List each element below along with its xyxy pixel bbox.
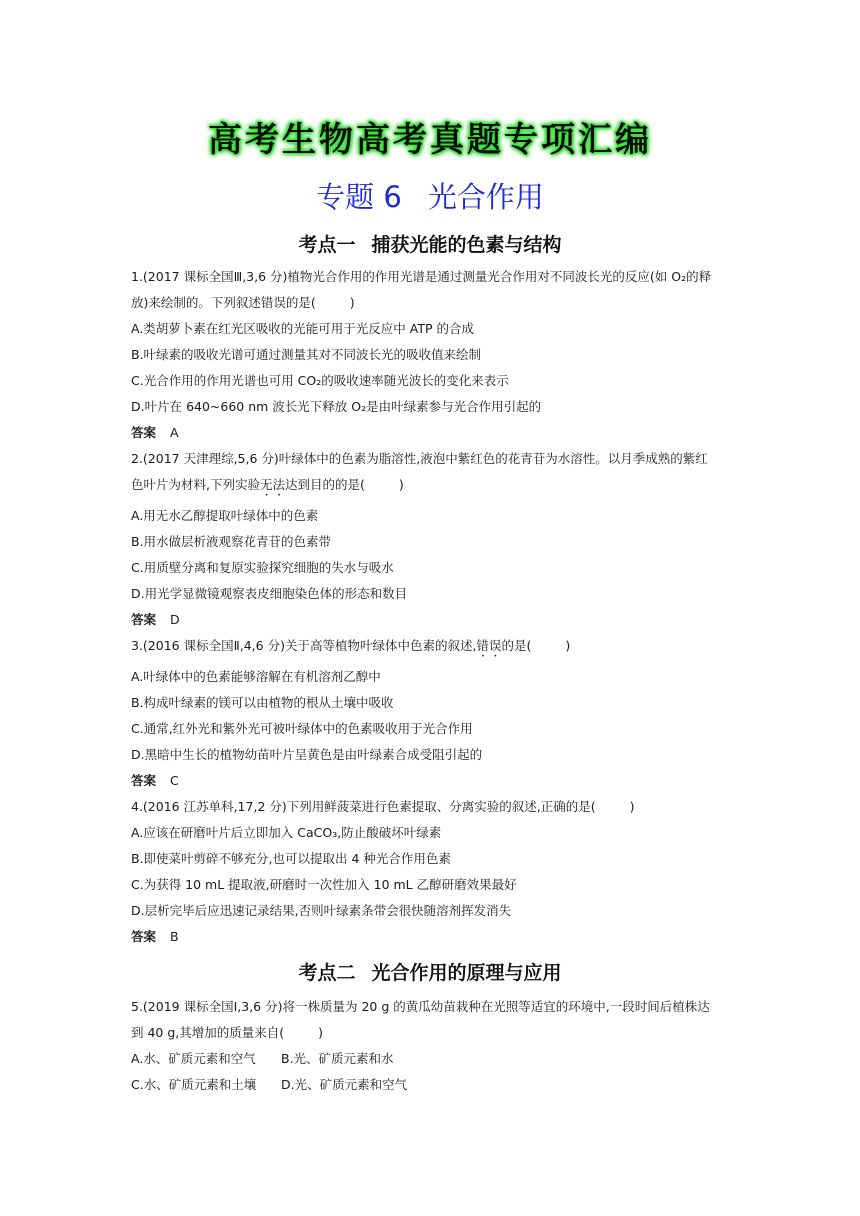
q2-stem-close: ) — [398, 477, 404, 492]
q1-stem-line1: 1.(2017 课标全国Ⅲ,3,6 分)植物光合作用的作用光谱是通过测量光合作用对不同波长光的反应(如 O₂的释 — [131, 269, 712, 284]
q2-stem-text: 色叶片为材料,下列实验 — [131, 477, 260, 492]
q2-stem-line1: 2.(2017 天津理综,5,6 分)叶绿体中的色素为脂溶性,液泡中紫红色的花青苷为水溶性。以月季成熟的紫红 — [131, 451, 708, 466]
q4-option-b: B.即使菜叶剪碎不够充分,也可以提取出 4 种光合作用色素 — [131, 851, 451, 866]
q5-stem-text: 到 40 g,其增加的质量来自( — [131, 1025, 285, 1040]
q5-option-row-2 — [131, 1075, 408, 1093]
q3-option-b: B.构成叶绿素的镁可以由植物的根从土壤中吸收 — [131, 695, 394, 710]
q2-answer — [131, 610, 180, 628]
answer-label: 答案 — [131, 425, 157, 440]
answer-label: 答案 — [131, 929, 157, 944]
q3-stem-emphasis: 错误 — [476, 638, 502, 653]
q4-option-a: A.应该在研磨叶片后立即加入 CaCO₃,防止酸破坏叶绿素 — [131, 825, 442, 840]
section-name: 捕获光能的色素与结构 — [371, 234, 562, 256]
q3-stem-close: ) — [565, 638, 571, 653]
answer-value: C — [170, 773, 179, 788]
main-title: 高考生物高考真题专项汇编 — [208, 120, 652, 160]
q5-stem-close: ) — [318, 1025, 324, 1040]
q1-answer — [131, 423, 179, 441]
answer-value: A — [170, 425, 179, 440]
q4-stem — [131, 797, 635, 815]
q3-stem — [131, 636, 570, 660]
q2-stem-line2 — [131, 475, 404, 499]
q2-option-d: D.用光学显微镜观察表皮细胞染色体的形态和数目 — [131, 586, 408, 601]
q3-option-a: A.叶绿体中的色素能够溶解在有机溶剂乙醇中 — [131, 669, 381, 684]
q3-option-d: D.黑暗中生长的植物幼苗叶片呈黄色是由叶绿素合成受阻引起的 — [131, 747, 483, 762]
q1-option-b: B.叶绿素的吸收光谱可通过测量其对不同波长光的吸收值来绘制 — [131, 347, 482, 362]
answer-label: 答案 — [131, 773, 157, 788]
q3-stem-text-2: 的是( — [501, 638, 532, 653]
q2-option-c: C.用质壁分离和复原实验探究细胞的失水与吸水 — [131, 560, 394, 575]
answer-value: D — [170, 612, 180, 627]
section-name: 光合作用的原理与应用 — [371, 962, 562, 984]
section-title-2 — [0, 958, 860, 985]
section-title-1 — [0, 230, 860, 257]
q5-stem-line1: 5.(2019 课标全国Ⅰ,3,6 分)将一株质量为 20 g 的黄瓜幼苗栽种在光照等适宜的环境中,一段时间后植株达 — [131, 999, 710, 1014]
q1-stem-close: ) — [349, 295, 355, 310]
q4-option-c: C.为获得 10 mL 提取液,研磨时一次性加入 10 mL 乙醇研磨效果最好 — [131, 877, 517, 892]
q5-option-d: D.光、矿质元素和空气 — [281, 1077, 408, 1092]
q5-option-b: B.光、矿质元素和水 — [281, 1051, 394, 1066]
q5-option-c: C.水、矿质元素和土壤 — [131, 1077, 257, 1092]
q1-stem-text: 放)来绘制的。下列叙述错误的是( — [131, 295, 316, 310]
q4-answer — [131, 927, 179, 945]
q2-option-a: A.用无水乙醇提取叶绿体中的色素 — [131, 508, 319, 523]
q1-option-a: A.类胡萝卜素在红光区吸收的光能可用于光反应中 ATP 的合成 — [131, 321, 475, 336]
section-label: 考点二 — [298, 962, 356, 984]
section-label: 考点一 — [298, 234, 356, 256]
q3-answer — [131, 771, 179, 789]
q3-option-c: C.通常,红外光和紫外光可被叶绿体中的色素吸收用于光合作用 — [131, 721, 473, 736]
topic-name: 光合作用 — [427, 180, 544, 214]
q1-stem-line2 — [131, 293, 355, 311]
q4-stem-close: ) — [629, 799, 635, 814]
topic-title — [0, 175, 860, 216]
answer-value: B — [170, 929, 179, 944]
q5-stem-line2 — [131, 1023, 323, 1041]
q4-option-d: D.层析完毕后应迅速记录结果,否则叶绿素条带会很快随溶剂挥发消失 — [131, 903, 512, 918]
q1-option-d: D.叶片在 640~660 nm 波长光下释放 O₂是由叶绿素参与光合作用引起的 — [131, 399, 542, 414]
topic-label: 专题 6 — [316, 180, 402, 214]
q5-option-row-1 — [131, 1049, 394, 1067]
q5-option-a: A.水、矿质元素和空气 — [131, 1051, 256, 1066]
answer-label: 答案 — [131, 612, 157, 627]
q1-option-c: C.光合作用的作用光谱也可用 CO₂的吸收速率随光波长的变化来表示 — [131, 373, 509, 388]
q2-stem-text-2: 达到目的的是( — [285, 477, 365, 492]
q4-stem-text: 4.(2016 江苏单科,17,2 分)下列用鲜菠菜进行色素提取、分离实验的叙述,正确的是( — [131, 799, 596, 814]
q3-stem-text: 3.(2016 课标全国Ⅱ,4,6 分)关于高等植物叶绿体中色素的叙述, — [131, 638, 477, 653]
q2-option-b: B.用水做层析液观察花青苷的色素带 — [131, 534, 332, 549]
q2-stem-emphasis: 无法 — [259, 477, 285, 492]
